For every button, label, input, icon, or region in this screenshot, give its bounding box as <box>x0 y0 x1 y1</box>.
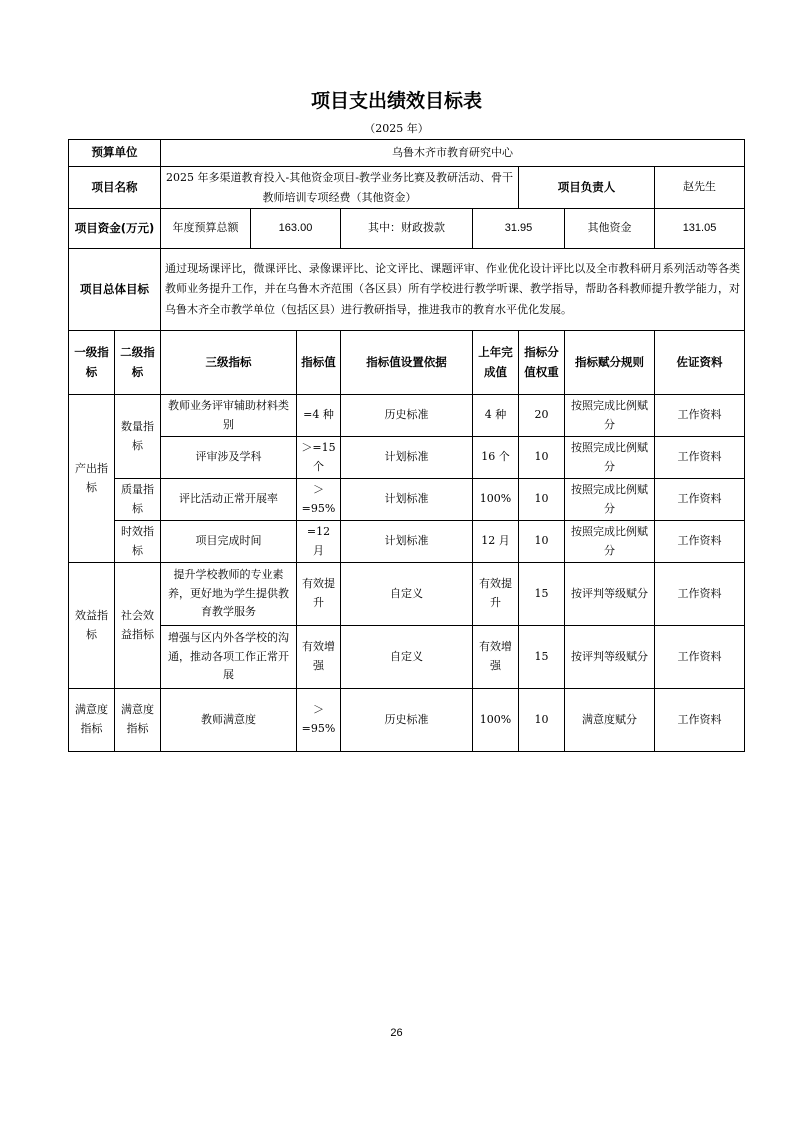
header-last-year: 上年完成值 <box>473 331 519 395</box>
row-weight: 10 <box>519 521 565 563</box>
subgroup-quality: 质量指标 <box>115 479 161 521</box>
header-row <box>69 331 745 395</box>
row-last-year: 12 月 <box>473 521 519 563</box>
header-level1: 一级指标 <box>69 331 115 395</box>
row-value: =4 种 <box>297 395 341 437</box>
row-level3: 教师业务评审辅助材料类别 <box>161 395 297 437</box>
row-basis: 历史标准 <box>341 395 473 437</box>
project-name-value: 2025 年多渠道教育投入-其他资金项目-教学业务比赛及教研活动、骨干教师培训专项经费（其他资金） <box>161 167 519 209</box>
row-level3: 项目完成时间 <box>161 521 297 563</box>
row-weight: 10 <box>519 479 565 521</box>
row-value: =12 月 <box>297 521 341 563</box>
row-weight: 20 <box>519 395 565 437</box>
row-rule: 按照完成比例赋分 <box>565 521 655 563</box>
subgroup-timeliness: 时效指标 <box>115 521 161 563</box>
table-row <box>69 395 745 437</box>
header-basis: 指标值设置依据 <box>341 331 473 395</box>
row-weight: 15 <box>519 626 565 689</box>
group-benefit: 效益指标 <box>69 563 115 689</box>
subgroup-quantity: 数量指标 <box>115 395 161 479</box>
performance-table <box>68 139 745 752</box>
owner-label: 项目负责人 <box>519 167 655 209</box>
fiscal-label: 其中：财政拨款 <box>341 209 473 249</box>
row-last-year: 有效提升 <box>473 563 519 626</box>
row-basis: 计划标准 <box>341 479 473 521</box>
row-level3: 提升学校教师的专业素养，更好地为学生提供教育教学服务 <box>161 563 297 626</box>
subgroup-satisfaction: 满意度指标 <box>115 689 161 752</box>
row-evidence: 工作资料 <box>655 626 745 689</box>
row-last-year: 100% <box>473 479 519 521</box>
row-last-year: 100% <box>473 689 519 752</box>
table-row <box>69 689 745 752</box>
other-funds-label: 其他资金 <box>565 209 655 249</box>
row-basis: 自定义 <box>341 626 473 689</box>
overall-goal-text: 通过现场课评比，微课评比、录像课评比、论文评比、课题评审、作业优化设计评比以及全市教科研月系列活动等各类教师业务提升工作，并在乌鲁木齐范围（各区县）所有学校进行教学听课、教学指导，帮助各科教师提升教学能力，对乌鲁木齐全市教学单位（包括区县）进行教研指导，推进我市的教育水平优化发展。 <box>161 249 745 331</box>
header-weight: 指标分值权重 <box>519 331 565 395</box>
group-output: 产出指标 <box>69 395 115 563</box>
year-label: （2025 年） <box>364 122 429 135</box>
row-rule: 按照完成比例赋分 <box>565 395 655 437</box>
table-row <box>69 626 745 689</box>
row-rule: 按评判等级赋分 <box>565 563 655 626</box>
row-basis: 计划标准 <box>341 521 473 563</box>
row-basis: 自定义 <box>341 563 473 626</box>
subgroup-social: 社会效益指标 <box>115 563 161 689</box>
row-value: 有效增强 <box>297 626 341 689</box>
row-value: ＞=95% <box>297 479 341 521</box>
table-row <box>69 563 745 626</box>
overall-goal-row <box>69 249 745 331</box>
header-evidence: 佐证资料 <box>655 331 745 395</box>
row-rule: 按照完成比例赋分 <box>565 479 655 521</box>
group-satisfaction: 满意度指标 <box>69 689 115 752</box>
header-level2: 二级指标 <box>115 331 161 395</box>
budget-unit-row <box>69 140 745 167</box>
page-number: 26 <box>390 1027 403 1039</box>
budget-unit-value: 乌鲁木齐市教育研究中心 <box>161 140 745 167</box>
owner-value: 赵先生 <box>655 167 745 209</box>
row-rule: 按评判等级赋分 <box>565 626 655 689</box>
row-evidence: 工作资料 <box>655 689 745 752</box>
row-value: ＞=95% <box>297 689 341 752</box>
row-level3: 教师满意度 <box>161 689 297 752</box>
row-evidence: 工作资料 <box>655 521 745 563</box>
fiscal-value: 31.95 <box>473 209 565 249</box>
row-evidence: 工作资料 <box>655 437 745 479</box>
row-last-year: 16 个 <box>473 437 519 479</box>
table-row <box>69 521 745 563</box>
overall-goal-label: 项目总体目标 <box>69 249 161 331</box>
header-rule: 指标赋分规则 <box>565 331 655 395</box>
annual-budget-label: 年度预算总额 <box>161 209 251 249</box>
page-title: 项目支出绩效目标表 <box>310 90 482 112</box>
row-weight: 15 <box>519 563 565 626</box>
row-level3: 增强与区内外各学校的沟通，推动各项工作正常开展 <box>161 626 297 689</box>
header-value: 指标值 <box>297 331 341 395</box>
header-level3: 三级指标 <box>161 331 297 395</box>
row-basis: 计划标准 <box>341 437 473 479</box>
row-value: 有效提升 <box>297 563 341 626</box>
row-level3: 评比活动正常开展率 <box>161 479 297 521</box>
row-evidence: 工作资料 <box>655 395 745 437</box>
funds-label: 项目资金(万元) <box>69 209 161 249</box>
funds-row <box>69 209 745 249</box>
row-rule: 满意度赋分 <box>565 689 655 752</box>
annual-budget-value: 163.00 <box>251 209 341 249</box>
table-row <box>69 479 745 521</box>
row-evidence: 工作资料 <box>655 563 745 626</box>
project-name-label: 项目名称 <box>69 167 161 209</box>
table-row <box>69 437 745 479</box>
project-name-row <box>69 167 745 209</box>
row-weight: 10 <box>519 437 565 479</box>
row-last-year: 有效增强 <box>473 626 519 689</box>
row-weight: 10 <box>519 689 565 752</box>
other-funds-value: 131.05 <box>655 209 745 249</box>
row-last-year: 4 种 <box>473 395 519 437</box>
row-basis: 历史标准 <box>341 689 473 752</box>
row-rule: 按照完成比例赋分 <box>565 437 655 479</box>
row-evidence: 工作资料 <box>655 479 745 521</box>
budget-unit-label: 预算单位 <box>69 140 161 167</box>
row-level3: 评审涉及学科 <box>161 437 297 479</box>
row-value: ＞=15 个 <box>297 437 341 479</box>
